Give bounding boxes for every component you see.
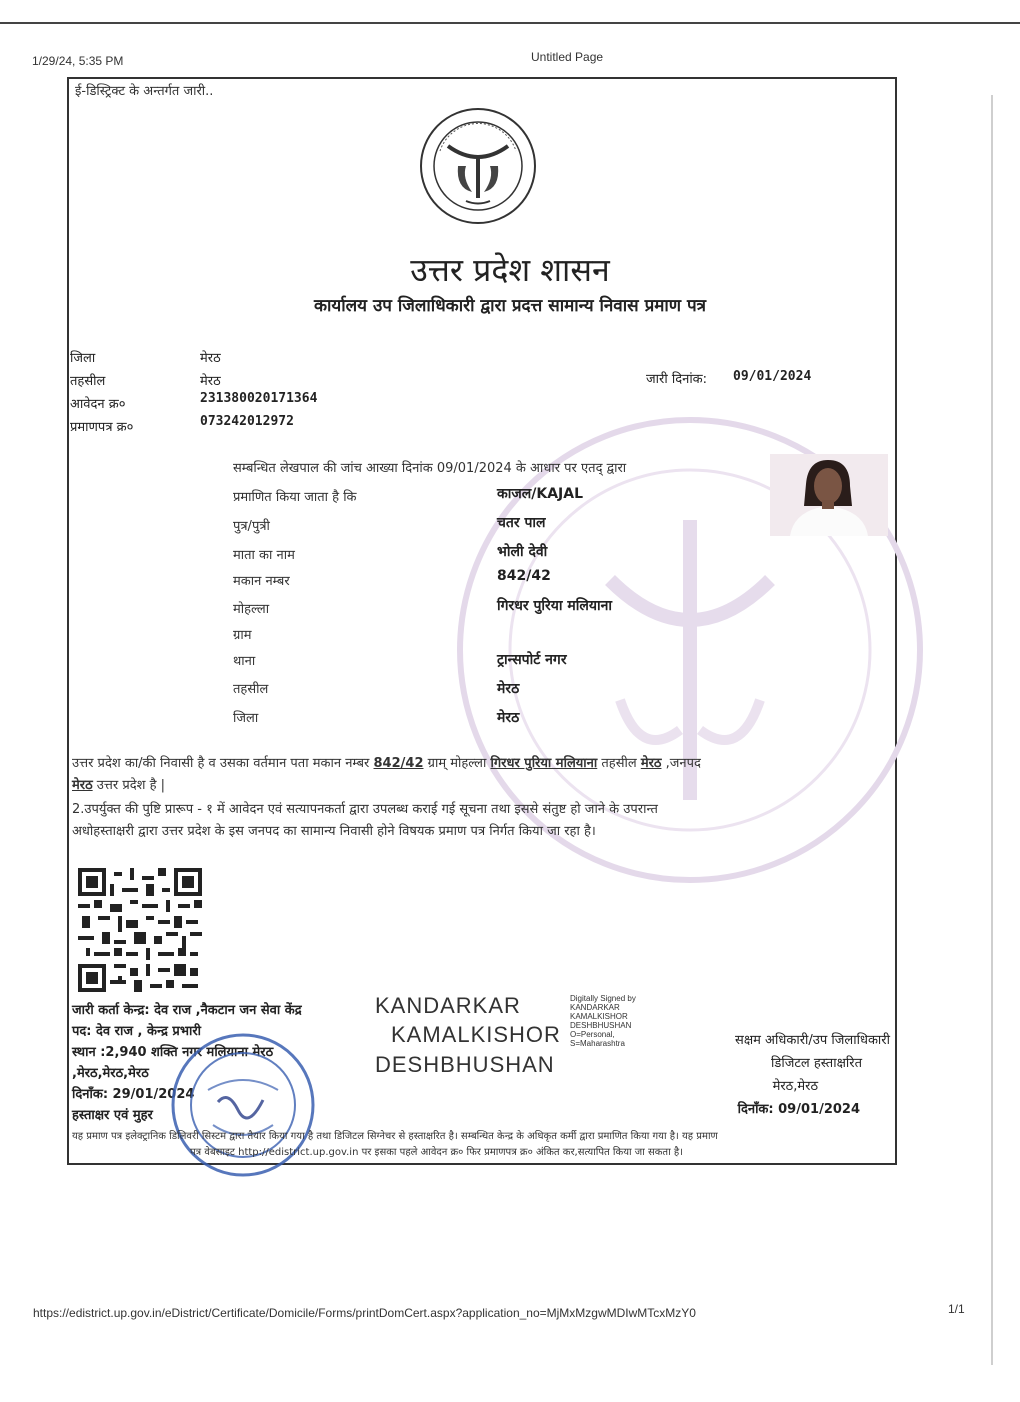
row-value-mother: भोली देवी [497,544,548,560]
issuer-post: पद: देव राज , केन्द्र प्रभारी [72,1024,202,1039]
row-value-police-station: ट्रान्सपोर्ट नगर [497,652,567,668]
para-text: ,जनपद [661,756,701,771]
officer-designation: सक्षम अधिकारी/उप जिलाधिकारी [735,1033,890,1048]
row-value-house-no: 842/42 [497,568,551,584]
para-janpad: मेरठ [72,778,93,793]
sig-detail: Digitally Signed by [570,994,636,1003]
applicant-photo [770,454,888,536]
officer-location: मेरठ,मेरठ [772,1079,818,1094]
footer-note-line1: यह प्रमाण पत्र इलेक्ट्रानिक डिलिवरी सिस्टम द्वारा तैयार किया गया है तथा डिजिटल सिग्नेचर से हस्ताक्षरित है। सम्बन्धित केन्द्र के अधिकृत कर्मी द्वारा प्रमाणित किया गया है। यह प्रमाण [72,1131,718,1142]
print-page-title: Untitled Page [531,50,604,64]
row-label-house-no: मकान नम्बर [233,574,290,589]
district-label: जिला [70,351,96,366]
para2-line1: 2.उपर्युक्त की पुष्टि प्रारूप - १ में आवेदन एवं सत्यापनकर्ता द्वारा उपलब्ध कराई गई सूचना तथा इससे संतुष्ट हो जाने के उपरान्त [72,802,658,817]
row-label-mohalla: मोहल्ला [233,602,270,617]
row-value-tehsil: मेरठ [497,681,520,697]
para-text: उत्तर प्रदेश है | [92,778,166,793]
application-label: आवेदन क्र० [70,397,126,412]
signer-name-line3: DESHBHUSHAN [375,1052,555,1077]
row-value-name: काजल/KAJAL [497,486,584,502]
digital-signature-details [570,994,670,1048]
issue-date-value: 09/01/2024 [733,369,812,384]
top-edge-line [0,22,1020,24]
para2-line2: अधोहस्ताक्षरी द्वारा उत्तर प्रदेश के इस जनपद का सामान्य निवासी होने विषयक प्रमाण पत्र निर्गत किया जा रहा है। [72,824,596,839]
officer-block [680,1029,890,1121]
confirmation-paragraph [72,799,892,843]
row-value-mohalla: गिरधर पुरिया मलियाना [497,598,612,614]
row-label-district: जिला [233,711,259,726]
signer-name-line2: KAMALKISHOR [391,1022,561,1047]
print-url: https://edistrict.up.gov.in/eDistrict/Certificate/Domicile/Forms/printDomCert.aspx?application_no=MjMxMzgwMDIwMTcxMzY0 [33,1306,696,1320]
print-datetime: 1/29/24, 5:35 PM [32,54,124,68]
issue-date-label: जारी दिनांक: [646,372,708,387]
row-label-certified: प्रमाणित किया जाता है कि [233,490,357,505]
row-value-district: मेरठ [497,710,520,726]
issuer-sign-seal: हस्ताक्षर एवं मुहर [72,1108,153,1123]
issued-under-note: ई-डिस्ट्रिक्ट के अन्तर्गत जारी.. [75,84,214,99]
up-govt-emblem-icon [418,106,538,226]
signer-name-line1: KANDARKAR [375,993,521,1018]
row-label-village: ग्राम [233,628,252,643]
footer-note-line2: पत्र वेबसाइट http://edistrict.up.gov.in पर इसका पहले आवेदन क्र० फिर प्रमाणपत्र क्र० अंकित कर,सत्यापित किया जा सकता है। [190,1147,683,1158]
para-text: तहसील [597,756,641,771]
footer-note [72,1129,892,1161]
officer-date: दिनाँक: 09/01/2024 [737,1102,860,1117]
applicant-photo-image [770,454,888,536]
para-tehsil: मेरठ [640,756,662,771]
application-value: 231380020171364 [200,391,318,406]
qr-code-icon [78,868,202,992]
row-label-police-station: थाना [233,654,256,669]
sig-detail: KAMALKISHOR [570,1012,628,1021]
intro-line: सम्बन्धित लेखपाल की जांच आख्या दिनांक 09/01/2024 के आधार पर एतद् द्वारा [233,461,627,476]
sig-detail: O=Personal, [570,1030,615,1039]
row-value-father: चतर पाल [497,515,546,531]
para-text: उत्तर प्रदेश का/की निवासी है व उसका वर्तमान पता मकान नम्बर [72,756,374,771]
certificate-no-label: प्रमाणपत्र क्र० [70,420,134,435]
para-mohalla: गिरधर पुरिया मलियाना [490,756,598,771]
govt-title: उत्तर प्रदेश शासन [410,251,610,289]
issuer-place: स्थान :2,940 शक्ति नगर मलियाना मेरठ [72,1045,274,1060]
print-page-number: 1/1 [948,1302,965,1316]
officer-digital-signed: डिजिटल हस्ताक्षरित [771,1056,862,1071]
tehsil-value: मेरठ [200,374,221,389]
certificate-title: कार्यालय उप जिलाधिकारी द्वारा प्रदत्त सामान्य निवास प्रमाण पत्र [313,296,707,316]
district-value: मेरठ [200,351,221,366]
sig-detail: S=Maharashtra [570,1039,625,1048]
row-label-tehsil: तहसील [233,682,269,697]
issuer-place-cont: ,मेरठ,मेरठ,मेरठ [72,1066,149,1081]
row-label-mother: माता का नाम [233,548,295,563]
sig-detail: DESHBHUSHAN [570,1021,632,1030]
para-house-no: 842/42 [373,756,424,771]
issuer-date: दिनाँक: 29/01/2024 [72,1087,195,1102]
issuer-center: जारी कर्ता केन्द्र: देव राज ,नैकटान जन सेवा केंद्र [72,1003,302,1018]
para-text: ग्राम् मोहल्ला [423,756,491,771]
residence-paragraph [72,753,892,797]
certificate-no-value: 073242012972 [200,414,294,429]
tehsil-label: तहसील [70,374,106,389]
row-label-son-daughter: पुत्र/पुत्री [233,519,270,534]
sig-detail: KANDARKAR [570,1003,620,1012]
